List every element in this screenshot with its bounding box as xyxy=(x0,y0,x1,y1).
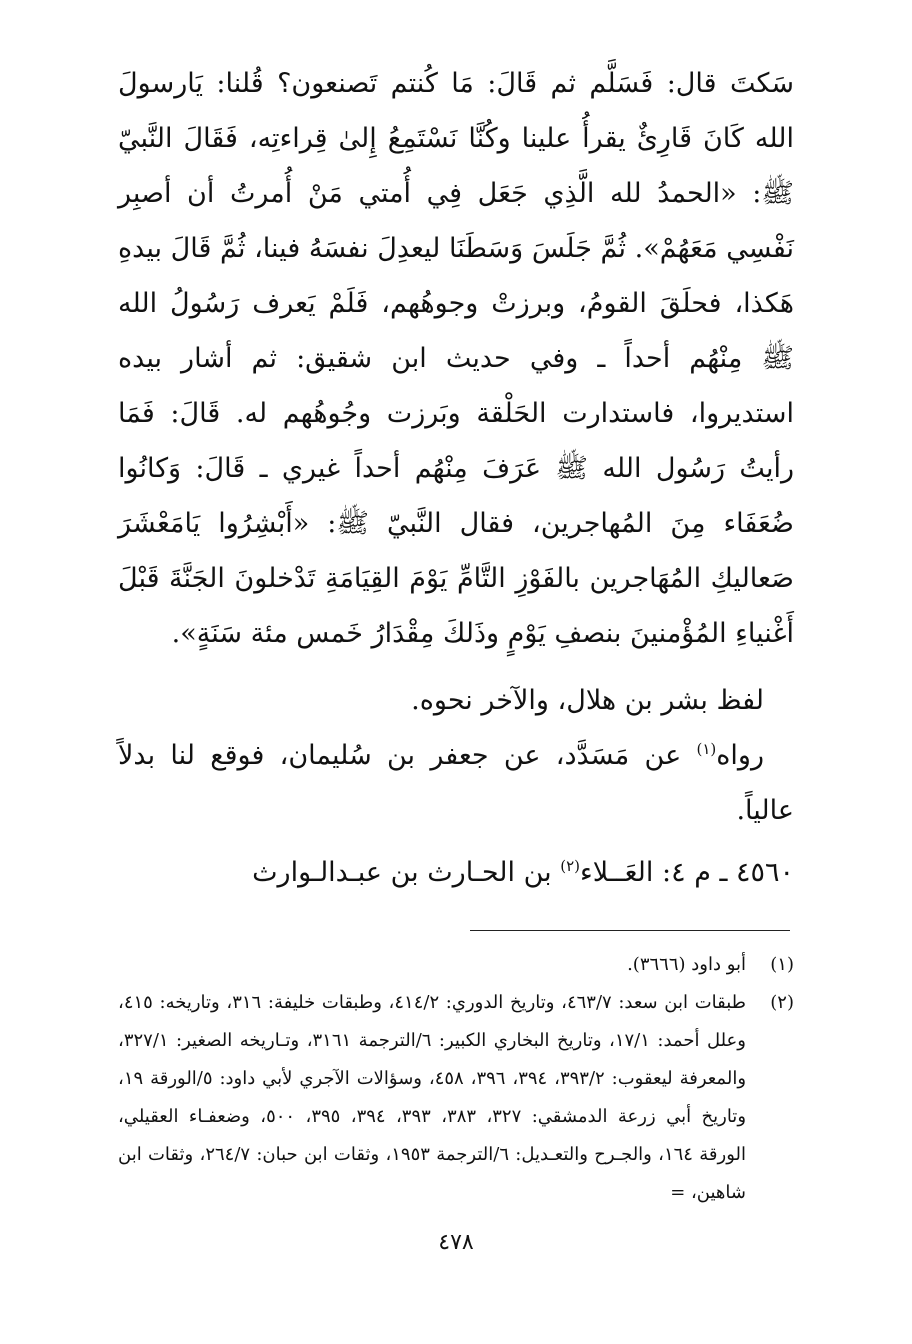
footnote-1 xyxy=(118,946,794,984)
entry-name-rest: بن الحـارث بن عبـدالـوارث xyxy=(252,857,561,888)
narration-note-text: لفظ بشر بن هلال، والآخر نحوه. xyxy=(411,685,764,716)
footnote-ref-2[interactable]: (٢) xyxy=(560,857,581,875)
biography-entry-heading xyxy=(118,848,794,898)
footnote-text: طبقات ابن سعد: ٤٦٣/٧، وتاريخ الدوري: ٤١٤/٢، وطبقات خليفة: ٣١٦، وتاريخه: ٤١٥، وعلل أحمد: ١٧/١، وتاريخ البخاري الكبير: ٦/الترجمة ٣١٦١، وتـاريخه الصغير: ٣٢٧/١، والمعرفة ليعقوب: ٣٩٣/٢، ٣٩٤، ٣٩٦، ٤٥٨، وسؤالات الآجري لأبي داود: ٥/الورقة ١٩، وتاريخ أبي زرعة الدمشقي: ٣٢٧، ٣٨٣، ٣٩٣، ٣٩٤، ٣٩٥، ٥٠٠، وضعفـاء العقيلي، الورقة ١٦٤، والجـرح والتعـديل: ٦/الترجمة ١٩٥٣، وثقات ابن حبان: ٢٦٤/٧، وثقات ابن شاهين، = xyxy=(118,992,747,1203)
footnote-number: (١) xyxy=(770,954,794,975)
main-text xyxy=(118,56,794,838)
footnote-ref-1[interactable]: (١) xyxy=(696,740,717,758)
narration-note xyxy=(118,673,794,728)
entry-number-and-name: ٤٥٦٠ ـ م ٤: العَــلاء xyxy=(580,857,794,888)
footnote-number: (٢) xyxy=(770,992,794,1013)
footnote-2 xyxy=(118,984,794,1212)
page-number: ٤٧٨ xyxy=(438,1230,474,1255)
narration-chain-prefix: رواه xyxy=(716,740,764,771)
footnotes xyxy=(118,946,794,1212)
footnote-separator xyxy=(470,930,790,931)
footnote-text: أبو داود (٣٦٦٦). xyxy=(627,954,746,975)
hadith-paragraph: سَكتَ قال: فَسَلَّم ثم قَالَ: مَا كُنتم تَصنعون؟ قُلنا: يَارسولَ الله كَانَ قَارِئٌ يقرأُ علينا وكُنَّا نَسْتَمِعُ إِلىٰ قِراءتِه، فَقَالَ النَّبيّ ﷺ: «الحمدُ لله الَّذِي جَعَل فِي أُمتي مَنْ أُمرتُ أن أصبِر نَفْسِي مَعَهُمْ». ثُمَّ جَلَسَ وَسَطَنَا ليعدِلَ نفسَهُ فينا، ثُمَّ قَالَ بيدهِ هَكذا، فحلَقَ القومُ، وبرزتْ وجوهُهم، فَلَمْ يَعرف رَسُولُ الله ﷺ مِنْهُم أحداً ـ وفي حديث ابن شقيق: ثم أشار بيده استديروا، فاستدارت الحَلْقة وبَرزت وجُوهُهم له. قَالَ: فَمَا رأيتُ رَسُول الله ﷺ عَرَفَ مِنْهُم أحداً غيري ـ قَالَ: وَكانُوا ضُعَفَاء مِنَ المُهاجرين، فقال النَّبيّ ﷺ: «أَبْشِرُوا يَامَعْشَرَ صَعاليكِ المُهَاجرين بالفَوْزِ التَّامِّ يَوْمَ القِيَامَةِ تَدْخلونَ الجَنَّةَ قَبْلَ أَغْنياءِ المُؤْمنينَ بنصفِ يَوْمٍ وذَلكَ مِقْدَارُ خَمس مئة سَنَةٍ». xyxy=(118,68,794,649)
narration-chain xyxy=(118,728,794,838)
narration-chain-text: عن مَسَدَّد، عن جعفر بن سُليمان، فوقع لنا بدلاً عالياً. xyxy=(118,740,794,826)
